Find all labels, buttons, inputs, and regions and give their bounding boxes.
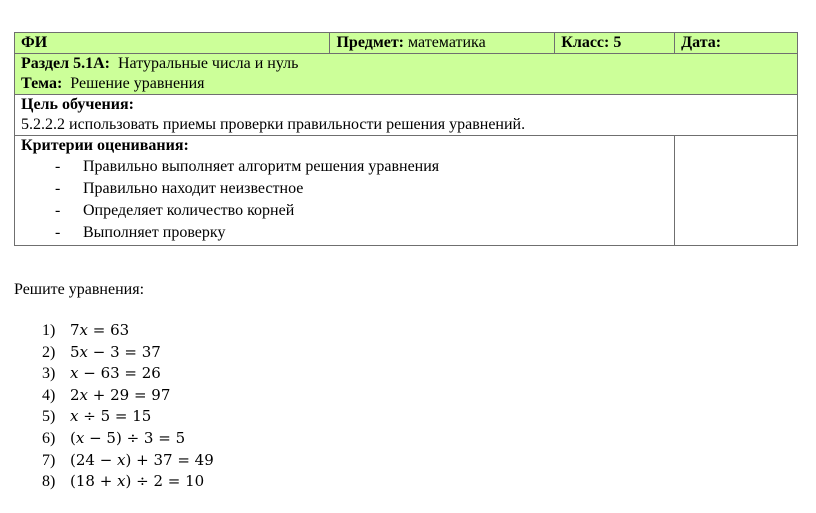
criteria-text: Выполняет проверку xyxy=(83,224,226,241)
criteria-row xyxy=(15,136,798,246)
topic-label: Тема: xyxy=(21,75,63,92)
criteria-item xyxy=(55,200,668,222)
equation-text: 𝑥 − 63 = 26 xyxy=(70,364,161,383)
equation-item xyxy=(42,471,214,493)
class-label: Класс: 5 xyxy=(561,34,622,51)
equation-text: 7𝑥 = 63 xyxy=(70,321,130,339)
subject-value: математика xyxy=(408,34,486,51)
dash-bullet: - xyxy=(55,224,61,241)
criteria-item xyxy=(55,222,668,244)
equation-number: 3) xyxy=(42,365,56,383)
criteria-cell xyxy=(15,136,675,246)
dash-bullet: - xyxy=(55,158,61,175)
subject-label: Предмет: xyxy=(336,34,404,51)
equation-text: (24 − 𝑥) + 37 = 49 xyxy=(70,450,214,469)
criteria-label: Критерии оценивания: xyxy=(21,137,189,154)
criteria-text: Правильно выполняет алгоритм решения уравнения xyxy=(83,158,440,175)
equation-list xyxy=(42,320,214,493)
date-cell xyxy=(675,33,798,54)
dash-bullet: - xyxy=(55,180,61,197)
fi-label: ФИ xyxy=(21,34,48,51)
section-label: Раздел 5.1А: xyxy=(21,55,110,72)
date-label: Дата: xyxy=(681,34,722,51)
equation-item xyxy=(42,342,214,364)
section-line xyxy=(21,54,791,74)
goal-row xyxy=(15,95,798,136)
equation-number: 8) xyxy=(42,473,56,491)
lesson-header-table xyxy=(14,32,798,246)
equation-text: 𝑥 ÷ 5 = 15 xyxy=(70,407,152,426)
goal-value: 5.2.2.2 использовать приемы проверки правильности решения уравнений. xyxy=(21,116,526,133)
criteria-list xyxy=(21,156,668,245)
equation-number: 1) xyxy=(42,322,56,339)
equation-number: 6) xyxy=(42,429,56,447)
task-heading: Решите уравнения: xyxy=(14,281,145,298)
criteria-item xyxy=(55,178,668,200)
section-value: Натуральные числа и нуль xyxy=(117,55,299,72)
equation-text: 2𝑥 + 29 = 97 xyxy=(70,385,171,404)
equation-text: 5𝑥 − 3 = 37 xyxy=(70,342,161,361)
section-row xyxy=(15,54,798,95)
equation-item xyxy=(42,406,214,428)
equation-number: 2) xyxy=(42,343,56,361)
goal-label: Цель обучения: xyxy=(21,96,134,113)
subject-cell xyxy=(330,33,555,54)
criteria-text: Правильно находит неизвестное xyxy=(83,180,304,197)
criteria-text: Определяет количество корней xyxy=(83,202,295,219)
goal-cell xyxy=(15,95,798,136)
topic-value: Решение уравнения xyxy=(70,75,205,92)
equation-number: 5) xyxy=(42,408,56,426)
equation-item xyxy=(42,385,214,407)
header-row xyxy=(15,33,798,54)
criteria-empty-cell xyxy=(675,136,798,246)
equation-number: 7) xyxy=(42,451,56,469)
equation-text: (𝑥 − 5) ÷ 3 = 5 xyxy=(70,428,186,447)
equation-number: 4) xyxy=(42,386,56,404)
equation-item xyxy=(42,363,214,385)
criteria-item xyxy=(55,156,668,178)
fi-cell xyxy=(15,33,330,54)
section-topic-cell xyxy=(15,54,798,95)
equation-item xyxy=(42,320,214,342)
equation-text: (18 + 𝑥) ÷ 2 = 10 xyxy=(70,472,205,491)
equation-item xyxy=(42,428,214,450)
dash-bullet: - xyxy=(55,202,61,219)
class-cell xyxy=(555,33,675,54)
equation-item xyxy=(42,450,214,472)
topic-line xyxy=(21,74,791,94)
